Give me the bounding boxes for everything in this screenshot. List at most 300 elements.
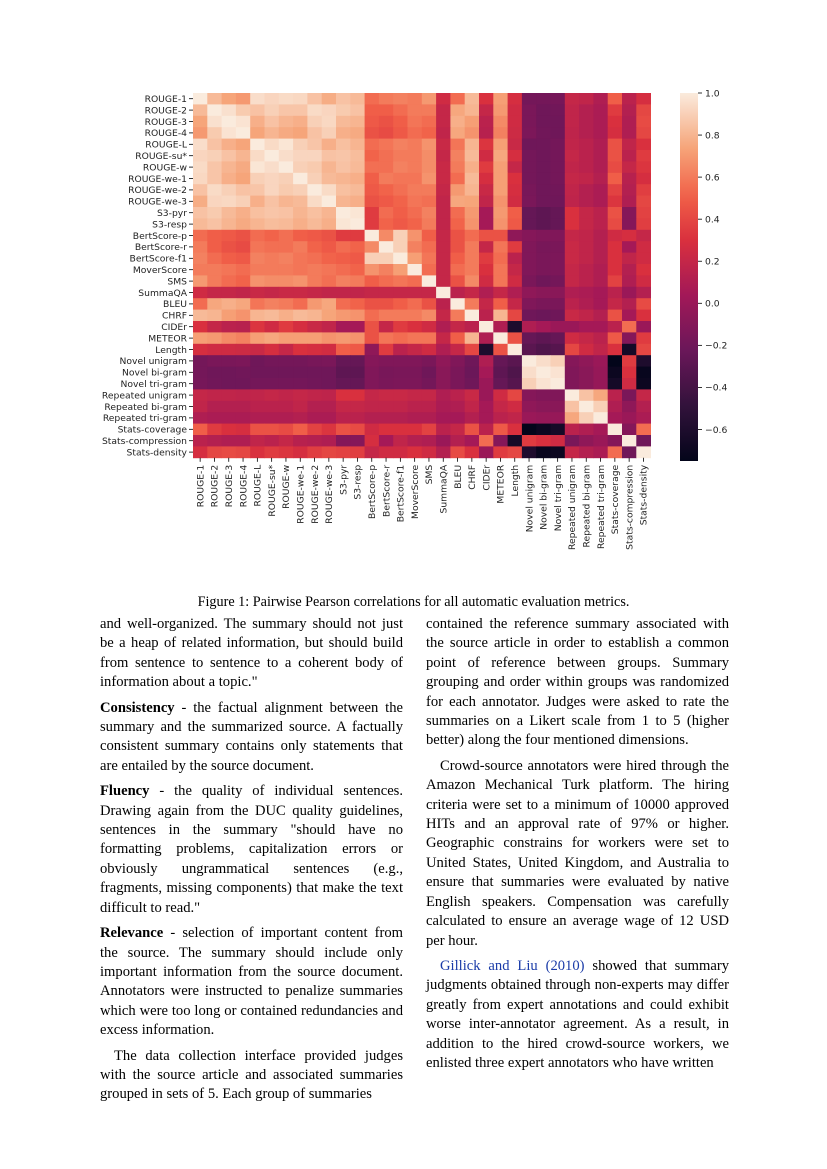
heatmap-cell	[636, 321, 651, 333]
heatmap-cell	[408, 367, 423, 379]
heatmap-cell	[250, 218, 265, 230]
heatmap-cell	[193, 389, 208, 401]
heatmap-cell	[536, 412, 551, 424]
heatmap-cell	[622, 116, 637, 128]
heatmap-cell	[479, 446, 494, 458]
heatmap-cell	[408, 446, 423, 458]
heatmap-cell	[579, 93, 594, 105]
heatmap-cell	[436, 332, 451, 344]
heatmap-cell	[250, 184, 265, 196]
heatmap-cell	[193, 321, 208, 333]
heatmap-cell	[222, 321, 237, 333]
heatmap-cell	[436, 150, 451, 162]
heatmap-cell	[436, 412, 451, 424]
heatmap-cell	[293, 264, 308, 276]
heatmap-cell	[479, 389, 494, 401]
heatmap-cell	[279, 230, 294, 242]
heatmap-cell	[236, 332, 251, 344]
heatmap-cell	[307, 332, 322, 344]
heatmap-cell	[622, 207, 637, 219]
column-label: Length	[509, 464, 521, 497]
heatmap-cell	[536, 378, 551, 390]
heatmap-cell	[236, 207, 251, 219]
fluency-definition: - the quality of individual sentences. Drawing again from the DUC quality guidelines, sentences in the summary "should have no formatting problems, capitalization errors or obviously ungrammatical sentences (e.g., fragments, missing components) that make the text difficult to read."	[100, 783, 403, 916]
heatmap-cell	[565, 241, 580, 253]
heatmap-cell	[379, 298, 394, 310]
heatmap-cell	[279, 401, 294, 413]
heatmap-cell	[322, 139, 337, 151]
heatmap-cell	[236, 424, 251, 436]
heatmap-cell	[436, 173, 451, 185]
heatmap-cell	[536, 93, 551, 105]
heatmap-cell	[536, 344, 551, 356]
heatmap-cell	[479, 344, 494, 356]
heatmap-cell	[579, 253, 594, 265]
heatmap-cell	[293, 161, 308, 173]
heatmap-cell	[493, 298, 508, 310]
heatmap-cell	[479, 401, 494, 413]
heatmap-cell	[365, 173, 380, 185]
heatmap-cell	[579, 298, 594, 310]
heatmap-cell	[350, 207, 365, 219]
heatmap-cell	[236, 161, 251, 173]
heatmap-cell	[236, 127, 251, 139]
heatmap-cell	[236, 139, 251, 151]
heatmap-cell	[350, 150, 365, 162]
heatmap-cell	[236, 150, 251, 162]
heatmap-cell	[379, 435, 394, 447]
heatmap-cell	[608, 93, 623, 105]
heatmap-cell	[408, 253, 423, 265]
heatmap-cell	[222, 241, 237, 253]
paragraph-crowdsource: Crowd-source annotators were hired through the Amazon Mechanical Turk platform. The hiring criteria were set to a minimum of 10000 approved HITs and an approval rate of 97% or higher. Geographic constrains for workers were set to United States, United Kingdom, and Australia to ensure that summaries were evaluated by native English speakers. Compensation was carefully calculated to ensure an average wage of 12 USD per hour.	[426, 757, 729, 949]
heatmap-cell	[279, 378, 294, 390]
experts-text: showed that summary judgments obtained through non-experts may differ greatly from expert annotations and could exhibit worse inter-annotator agreement. As a result, in addition to the hired crowd-source workers, we enlisted three expert annotators who have written	[426, 957, 729, 1071]
heatmap-cell	[422, 332, 437, 344]
heatmap-cell	[593, 150, 608, 162]
row-label: BertScore-r	[134, 242, 187, 254]
heatmap-cell	[222, 332, 237, 344]
heatmap-cell	[593, 139, 608, 151]
heatmap-cell	[293, 355, 308, 367]
heatmap-cell	[636, 412, 651, 424]
paragraph-relevance	[100, 924, 403, 1040]
heatmap-cell	[551, 207, 566, 219]
heatmap-cell	[551, 127, 566, 139]
heatmap-cell	[350, 173, 365, 185]
heatmap-cell	[236, 104, 251, 116]
colorbar-tick-label: 0.0	[705, 298, 720, 310]
heatmap-cell	[479, 104, 494, 116]
heatmap-cell	[307, 139, 322, 151]
column-label: METEOR	[495, 464, 507, 504]
heatmap-cell	[565, 93, 580, 105]
heatmap-cell	[193, 139, 208, 151]
heatmap-cell	[436, 275, 451, 287]
heatmap-cell	[479, 253, 494, 265]
heatmap-cell	[422, 184, 437, 196]
heatmap-cell	[622, 253, 637, 265]
heatmap-cell	[422, 310, 437, 322]
heatmap-cell	[222, 116, 237, 128]
heatmap-cell	[465, 196, 480, 208]
heatmap-cell	[408, 275, 423, 287]
heatmap-cell	[508, 424, 523, 436]
heatmap-cell	[350, 241, 365, 253]
heatmap-cell	[279, 435, 294, 447]
heatmap-cell	[307, 253, 322, 265]
heatmap-cell	[379, 184, 394, 196]
heatmap-cell	[250, 424, 265, 436]
heatmap-cell	[250, 401, 265, 413]
heatmap-cell	[393, 367, 408, 379]
heatmap-cell	[250, 310, 265, 322]
heatmap-cell	[279, 321, 294, 333]
row-label: Stats-density	[126, 447, 187, 459]
heatmap-cell	[193, 435, 208, 447]
heatmap-cell	[536, 150, 551, 162]
heatmap-cell	[322, 355, 337, 367]
heatmap-cell	[293, 93, 308, 105]
heatmap-cell	[379, 332, 394, 344]
heatmap-cell	[336, 207, 351, 219]
heatmap-cell	[508, 150, 523, 162]
heatmap-cell	[193, 367, 208, 379]
row-label: ROUGE-2	[144, 105, 187, 117]
heatmap-cell	[608, 264, 623, 276]
heatmap-cell	[508, 127, 523, 139]
heatmap-cell	[608, 355, 623, 367]
heatmap-cell	[465, 367, 480, 379]
heatmap-cell	[479, 218, 494, 230]
heatmap-cell	[622, 241, 637, 253]
heatmap-cell	[465, 310, 480, 322]
heatmap-cell	[493, 367, 508, 379]
heatmap-cell	[293, 298, 308, 310]
heatmap-cell	[350, 161, 365, 173]
heatmap-cell	[393, 378, 408, 390]
heatmap-cell	[551, 173, 566, 185]
heatmap-cell	[608, 104, 623, 116]
heatmap-cell	[336, 161, 351, 173]
heatmap-cell	[236, 310, 251, 322]
heatmap-cell	[422, 161, 437, 173]
heatmap-cell	[322, 287, 337, 299]
heatmap-cell	[450, 253, 465, 265]
heatmap-cell	[565, 378, 580, 390]
heatmap-cell	[593, 127, 608, 139]
heatmap-cell	[436, 424, 451, 436]
heatmap-cell	[551, 139, 566, 151]
heatmap-cell	[350, 93, 365, 105]
heatmap-cell	[365, 424, 380, 436]
heatmap-cell	[336, 344, 351, 356]
heatmap-cell	[193, 161, 208, 173]
heatmap-cell	[465, 264, 480, 276]
heatmap-cell	[408, 173, 423, 185]
column-label: Repeated tri-gram	[595, 464, 607, 549]
heatmap-cell	[436, 196, 451, 208]
heatmap-cell	[236, 196, 251, 208]
heatmap-cell	[222, 196, 237, 208]
heatmap-cell	[350, 230, 365, 242]
heatmap-cell	[608, 378, 623, 390]
heatmap-cell	[336, 332, 351, 344]
heatmap-cell	[436, 298, 451, 310]
column-label: MoverScore	[409, 464, 421, 519]
heatmap-cell	[436, 321, 451, 333]
heatmap-cell	[450, 412, 465, 424]
heatmap-cell	[365, 367, 380, 379]
heatmap-cell	[379, 367, 394, 379]
heatmap-cell	[493, 196, 508, 208]
heatmap-cell	[436, 401, 451, 413]
row-label: Stats-compression	[101, 436, 187, 447]
heatmap-cell	[293, 424, 308, 436]
heatmap-cell	[508, 218, 523, 230]
heatmap-cell	[579, 446, 594, 458]
heatmap-cell	[336, 435, 351, 447]
heatmap-cell	[422, 93, 437, 105]
heatmap-cell	[422, 401, 437, 413]
heatmap-cell	[536, 207, 551, 219]
heatmap-cell	[422, 253, 437, 265]
heatmap-cell	[293, 173, 308, 185]
heatmap-cell	[536, 173, 551, 185]
heatmap-cell	[265, 116, 280, 128]
heatmap-cell	[593, 253, 608, 265]
heatmap-cell	[307, 389, 322, 401]
heatmap-cell	[336, 424, 351, 436]
heatmap-cell	[493, 241, 508, 253]
heatmap-cell	[222, 344, 237, 356]
heatmap-cell	[336, 184, 351, 196]
heatmap-cell	[250, 127, 265, 139]
heatmap-cell	[393, 355, 408, 367]
heatmap-cell	[422, 207, 437, 219]
heatmap-cell	[608, 150, 623, 162]
heatmap-cell	[293, 435, 308, 447]
heatmap-cell	[493, 116, 508, 128]
heatmap-cell	[636, 446, 651, 458]
heatmap-cell	[322, 184, 337, 196]
heatmap-cell	[236, 446, 251, 458]
heatmap-cell	[536, 218, 551, 230]
heatmap-cell	[608, 298, 623, 310]
heatmap-cell	[636, 367, 651, 379]
heatmap-cell	[579, 127, 594, 139]
heatmap-cell	[393, 184, 408, 196]
heatmap-cell	[608, 184, 623, 196]
heatmap-cell	[222, 435, 237, 447]
heatmap-cell	[551, 355, 566, 367]
heatmap-cell	[279, 287, 294, 299]
heatmap-cell	[508, 321, 523, 333]
heatmap-cell	[336, 275, 351, 287]
heatmap-cell	[493, 184, 508, 196]
heatmap-cell	[265, 435, 280, 447]
heatmap-cell	[565, 332, 580, 344]
heatmap-cell	[565, 173, 580, 185]
heatmap-cell	[408, 355, 423, 367]
heatmap-cell	[565, 446, 580, 458]
heatmap-cell	[250, 196, 265, 208]
heatmap-cell	[193, 241, 208, 253]
heatmap-cell	[207, 127, 222, 139]
heatmap-cell	[379, 264, 394, 276]
column-label: SummaQA	[438, 464, 450, 514]
heatmap-cell	[307, 218, 322, 230]
heatmap-cell	[551, 412, 566, 424]
heatmap-cell	[622, 332, 637, 344]
heatmap-cell	[450, 378, 465, 390]
heatmap-cell	[350, 116, 365, 128]
heatmap-cell	[236, 378, 251, 390]
heatmap-cell	[522, 104, 537, 116]
heatmap-cell	[436, 264, 451, 276]
heatmap-cell	[508, 207, 523, 219]
heatmap-cell	[522, 253, 537, 265]
heatmap-cell	[250, 93, 265, 105]
row-label: METEOR	[148, 333, 187, 345]
heatmap-cell	[293, 310, 308, 322]
heatmap-cell	[408, 150, 423, 162]
heatmap-cell	[265, 104, 280, 116]
heatmap-cell	[236, 230, 251, 242]
heatmap-cell	[265, 161, 280, 173]
heatmap-cell	[193, 150, 208, 162]
heatmap-cell	[279, 310, 294, 322]
heatmap-cell	[565, 310, 580, 322]
heatmap-cell	[465, 321, 480, 333]
heatmap-cell	[408, 424, 423, 436]
heatmap-cell	[265, 253, 280, 265]
row-label: Repeated unigram	[101, 390, 187, 402]
heatmap-cell	[565, 230, 580, 242]
row-label: Repeated tri-gram	[102, 413, 187, 425]
heatmap-cell	[522, 241, 537, 253]
citation-link[interactable]: Gillick and Liu (2010)	[440, 957, 585, 974]
heatmap-cell	[265, 241, 280, 253]
heatmap-cell	[465, 424, 480, 436]
heatmap-cell	[350, 139, 365, 151]
heatmap-cell	[365, 344, 380, 356]
heatmap-cell	[422, 139, 437, 151]
heatmap-cell	[593, 310, 608, 322]
column-label: Novel tri-gram	[552, 464, 564, 532]
heatmap-cell	[379, 253, 394, 265]
heatmap-cell	[551, 161, 566, 173]
row-label: Length	[155, 344, 187, 356]
heatmap-cell	[322, 446, 337, 458]
heatmap-cell	[465, 401, 480, 413]
heatmap-cell	[450, 435, 465, 447]
heatmap-cell	[450, 218, 465, 230]
heatmap-cell	[565, 287, 580, 299]
heatmap-cell	[322, 389, 337, 401]
heatmap-cell	[265, 355, 280, 367]
heatmap-cell	[293, 367, 308, 379]
heatmap-cell	[350, 298, 365, 310]
colorbar-tick-label: 1.0	[705, 88, 720, 100]
heatmap-cell	[207, 139, 222, 151]
heatmap-cell	[307, 446, 322, 458]
heatmap-cell	[250, 287, 265, 299]
heatmap-cell	[436, 207, 451, 219]
row-label: Repeated bi-gram	[104, 401, 187, 413]
heatmap-cell	[465, 230, 480, 242]
heatmap-cell	[479, 230, 494, 242]
heatmap-cell	[465, 298, 480, 310]
heatmap-cell	[565, 161, 580, 173]
heatmap-cell	[393, 241, 408, 253]
heatmap-cell	[593, 412, 608, 424]
heatmap-cell	[322, 218, 337, 230]
heatmap-cell	[522, 207, 537, 219]
heatmap-cell	[593, 116, 608, 128]
heatmap-cell	[250, 116, 265, 128]
heatmap-cell	[536, 139, 551, 151]
heatmap-cell	[336, 264, 351, 276]
heatmap-cell	[250, 367, 265, 379]
heatmap-cell	[207, 184, 222, 196]
heatmap-cell	[322, 173, 337, 185]
heatmap-cell	[436, 104, 451, 116]
heatmap-cell	[307, 287, 322, 299]
heatmap-cell	[436, 230, 451, 242]
heatmap-cell	[193, 184, 208, 196]
heatmap-cell	[293, 241, 308, 253]
heatmap-cell	[336, 446, 351, 458]
column-label: ROUGE-L	[252, 464, 264, 507]
heatmap-cell	[322, 161, 337, 173]
heatmap-cell	[536, 241, 551, 253]
heatmap-cell	[551, 196, 566, 208]
heatmap-cell	[579, 230, 594, 242]
heatmap-cell	[236, 389, 251, 401]
heatmap-cell	[551, 264, 566, 276]
heatmap-cell	[636, 287, 651, 299]
heatmap-cell	[293, 446, 308, 458]
heatmap-cell	[379, 401, 394, 413]
heatmap-cell	[608, 230, 623, 242]
heatmap-cell	[222, 378, 237, 390]
heatmap-cell	[350, 253, 365, 265]
heatmap-cell	[350, 412, 365, 424]
heatmap-cell	[479, 207, 494, 219]
heatmap-cell	[207, 241, 222, 253]
heatmap-cell	[565, 412, 580, 424]
heatmap-cell	[551, 298, 566, 310]
heatmap-cell	[408, 321, 423, 333]
heatmap-cell	[222, 104, 237, 116]
heatmap-cell	[536, 298, 551, 310]
heatmap-cell	[207, 378, 222, 390]
heatmap-cell	[207, 412, 222, 424]
heatmap-cell	[565, 275, 580, 287]
heatmap-cell	[479, 150, 494, 162]
heatmap-cell	[465, 275, 480, 287]
heatmap-cell	[365, 218, 380, 230]
heatmap-cell	[379, 150, 394, 162]
heatmap-cell	[608, 344, 623, 356]
heatmap-cell	[479, 355, 494, 367]
heatmap-cell	[551, 287, 566, 299]
heatmap-cell	[279, 332, 294, 344]
heatmap-cell	[365, 332, 380, 344]
heatmap-cell	[265, 139, 280, 151]
heatmap-cell	[465, 161, 480, 173]
